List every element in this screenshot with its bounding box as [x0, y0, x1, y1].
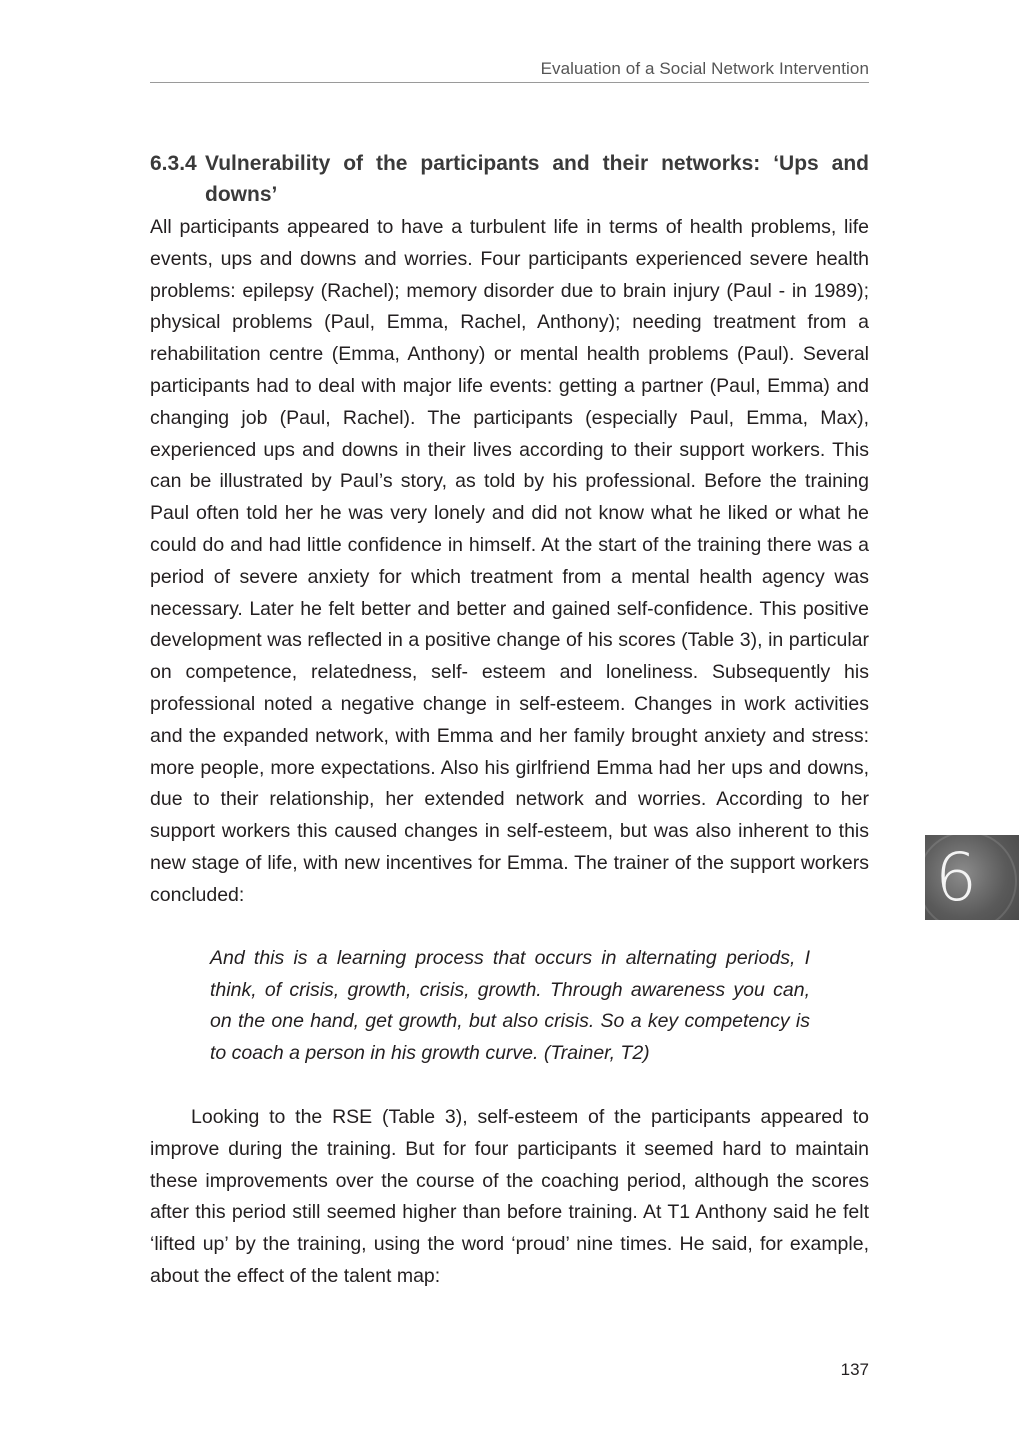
chapter-tab-number: 6 — [935, 839, 977, 916]
section-number: 6.3.4 — [150, 152, 197, 175]
page-number: 137 — [840, 1360, 869, 1379]
body-paragraph-1: All participants appeared to have a turbulent life in terms of health problems, life events, ups and downs and worries. Four participants experienced severe health problems: epilepsy (Rachel); memory disorder due to brain injury (Paul - in 1989); physical problems (Paul, Emma, Rachel, Anthony); needing treatment from a rehabilitation centre (Emma, Anthony) or mental health problems (Paul). Several participants had to deal with major life events: getting a partner (Paul, Emma) and changing job (Paul, Rachel). The participants (especially Paul, Emma, Max), experienced ups and downs in their lives according to their support workers. This can be illustrated by Paul’s story, as told by his professional. Before the training Paul often told her he was very lonely and did not know what he liked or what he could do and had little confidence in himself. At the start of the training there was a period of severe anxiety for which treatment from a mental health agency was necessary. Later he felt better and better and gained self-confidence. This positive development was reflected in a positive change of his scores (Table 3), in particular on competence, relatedness, self- esteem and loneliness. Subsequently his professional noted a negative change in self-esteem. Changes in work activities and the expanded network, with Emma and her family brought anxiety and stress: more people, more expectations. Also his girlfriend Emma had her ups and downs, due to their relationship, her extended network and worries. According to her support workers this caused changes in self-esteem, but was also inherent to this new stage of life, with new incentives for Emma. The trainer of the support workers concluded: — [150, 216, 869, 906]
chapter-tab — [925, 835, 1019, 920]
header-rule — [150, 82, 869, 83]
section-heading — [150, 148, 869, 210]
running-head: Evaluation of a Social Network Intervention — [540, 59, 869, 78]
section-title: Vulnerability of the participants and their networks: ‘Ups and downs’ — [205, 152, 869, 206]
body-paragraph-2: Looking to the RSE (Table 3), self-esteem of the participants appeared to improve during the training. But for four participants it seemed hard to maintain these improvements over the course of the coaching period, although the scores after this period still seemed higher than before training. At T1 Anthony said he felt ‘lifted up’ by the training, using the word ‘proud’ nine times. He said, for example, about the effect of the talent map: — [150, 1106, 869, 1287]
block-quote: And this is a learning process that occurs in alternating periods, I think, of crisis, growth, crisis, growth. Through awareness you can, on the one hand, get growth, but also crisis. So a key competency is to coach a person in his growth curve. (Trainer, T2) — [210, 947, 810, 1064]
